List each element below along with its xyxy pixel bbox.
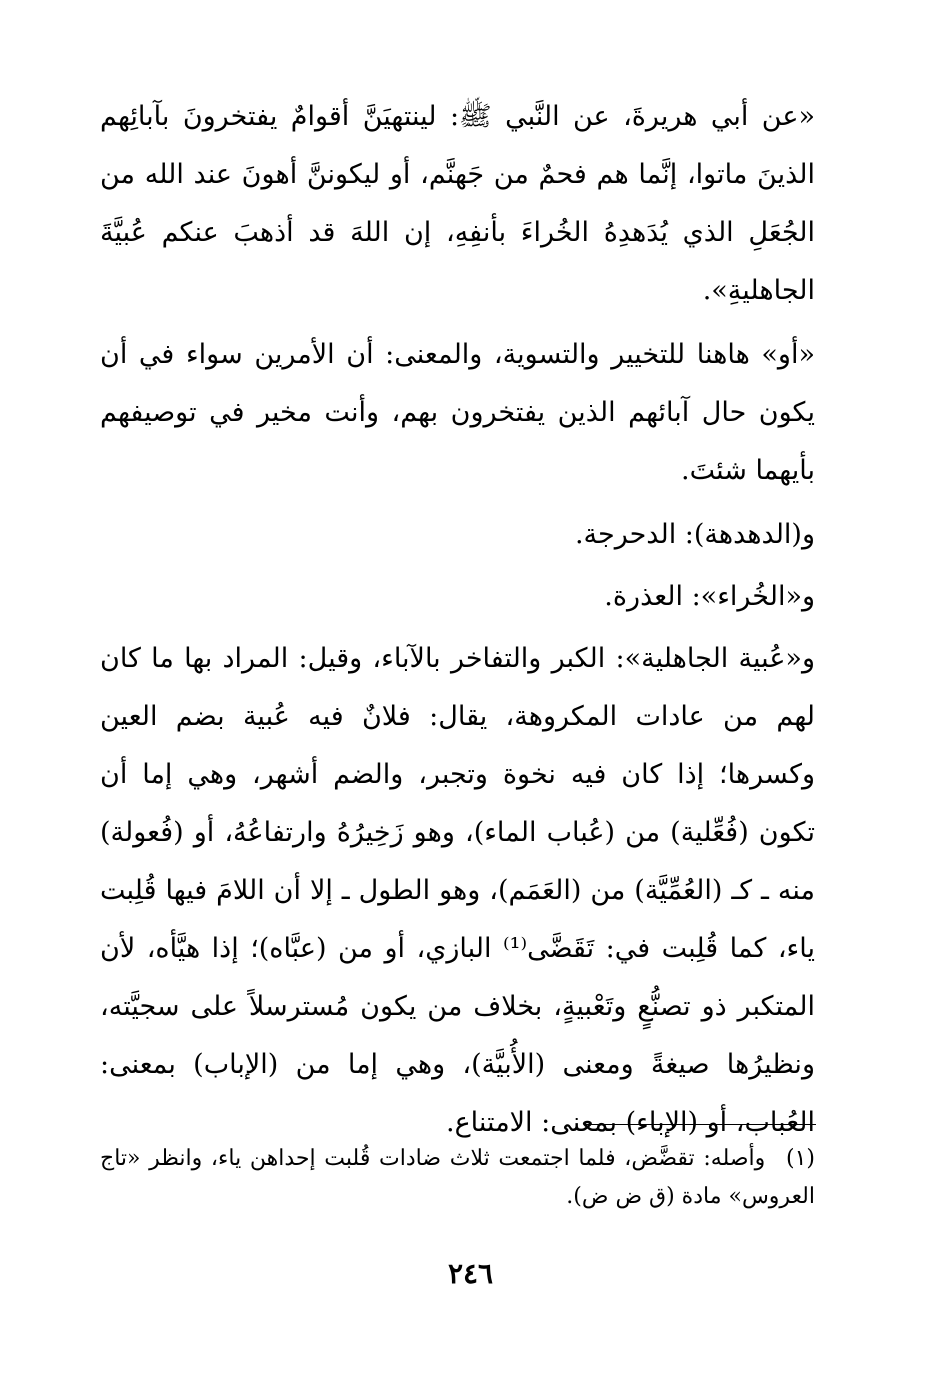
footnote-separator <box>586 1124 816 1125</box>
definition-dahdaha: و(الدهدهة): الدحرجة. <box>574 519 815 550</box>
footnote <box>100 1140 815 1216</box>
definition-khura: و«الخُراء»: العذرة. <box>604 581 815 612</box>
hadith-paragraph: «عن أبي هريرةَ، عن النَّبي ﷺ: لينتهيَنَّ أقوامٌ يفتخرونَ بآبائِهم الذينَ ماتوا، إنَّما هم فحمٌ من جَهنَّم، أو ليكوننَّ أهونَ عند الله من الجُعَلِ الذي يُدَهدِهُ الخُراءَ بأنفِهِ، إن اللهَ قد أذهبَ عنكم عُبيَّةَ الجاهليةِ». <box>100 101 815 306</box>
page-number: ٢٤٦ <box>447 1257 494 1290</box>
explanation-paragraph: «أو» هاهنا للتخيير والتسوية، والمعنى: أن الأمرين سواء في أن يكون حال آبائهم الذين يفتخرون بهم، وأنت مخير في توصيفهم بأيهما شئتَ. <box>100 339 815 486</box>
footnote-text: وأصله: تقضَّض، فلما اجتمعت ثلاث ضادات قُلبت إحداهن ياء، وانظر «تاج العروس» مادة (ق ض ض). <box>100 1146 815 1209</box>
definition-ubiyya: و«عُبية الجاهلية»: الكبر والتفاخر بالآباء، وقيل: المراد بها ما كان لهم من عادات المكروهة، يقال: فلانٌ فيه عُبية بضم العين وكسرها؛ إذا كان فيه نخوة وتجبر، والضم أشهر، وهي إما أن تكون (فُعِّلية) من (عُباب الماء)، وهو زَخِيرُهُ وارتفاعُهُ، أو (فُعولة) منه ـ كـ (العُمِّيَّة) من (العَمَم)، وهو الطول ـ إلا أن اللامَ فيها قُلِبت ياء، كما قُلِبت في: تَقَضَّى⁽¹⁾ البازي، أو من (عبَّاه)؛ إذا هيَّأه، لأن المتكبر ذو تصنُّعٍ وتَعْبيةٍ، بخلاف من يكون مُسترسلاً على سجيَّته، ونظيرُها صيغةً ومعنى (الأُبيَّة)، وهي إما من (الإباب) بمعنى: العُباب، أو (الإباء) بمعنى: الامتناع. <box>100 643 816 1138</box>
footnote-number: (١) <box>785 1146 815 1171</box>
main-text <box>100 88 815 1158</box>
